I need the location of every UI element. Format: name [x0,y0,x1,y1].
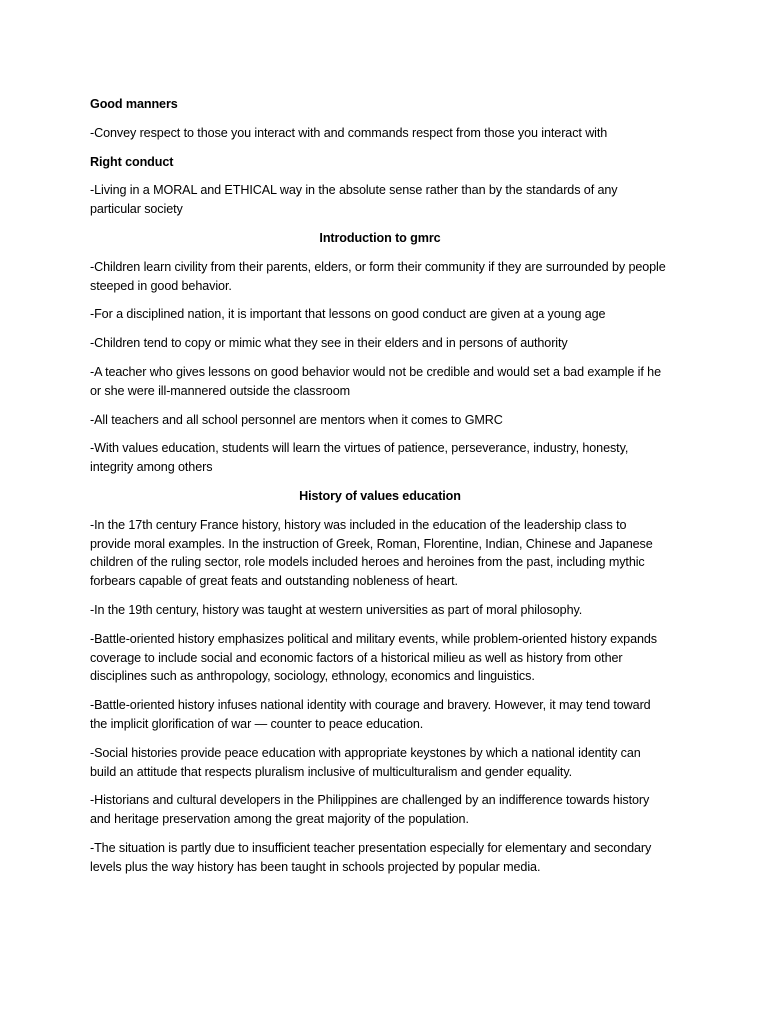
paragraph-good-manners-definition: -Convey respect to those you interact with and commands respect from those you interact with [90,125,608,140]
paragraph-battle-vs-problem-oriented: -Battle-oriented history emphasizes political and military events, while problem-oriented history expands coverage to include social and economic factors of a historical milieu as well as history from other disciplines such as anthropology, sociology, ethnology, economics and linguistics. [90,631,657,684]
paragraph-values-education-virtues: -With values education, students will learn the virtues of patience, perseverance, industry, honesty, integrity among others [90,441,629,475]
paragraph-children-copy: -Children tend to copy or mimic what they see in their elders and in persons of authority [90,336,568,351]
paragraph-19th-century: -In the 19th century, history was taught at western universities as part of moral philosophy. [90,602,583,617]
heading-right-conduct: Right conduct [90,154,174,169]
paragraph-teachers-mentors: -All teachers and all school personnel are mentors when it comes to GMRC [90,412,503,427]
heading-introduction-to-gmrc: Introduction to gmrc [319,230,441,245]
paragraph-children-learn-civility: -Children learn civility from their parents, elders, or form their community if they are surrounded by people steeped in good behavior. [90,259,666,293]
paragraph-right-conduct-definition: -Living in a MORAL and ETHICAL way in the absolute sense rather than by the standards of any particular society [90,183,618,217]
heading-history-of-values-education: History of values education [299,488,461,503]
paragraph-insufficient-teacher-presentation: -The situation is partly due to insufficient teacher presentation especially for elementary and secondary levels plus the way history has been taught in schools projected by popular media. [90,840,652,874]
paragraph-teacher-credibility: -A teacher who gives lessons on good behavior would not be credible and would set a bad example if he or she were ill-mannered outside the classroom [90,364,661,398]
paragraph-17th-century: -In the 17th century France history, history was included in the education of the leadership class to provide moral examples. In the instruction of Greek, Roman, Florentine, Indian, Chinese and Japanese children of the ruling sector, role models included heroes and heroines from the past, including mythic forbears capable of great feats and outstanding nobleness of heart. [90,517,653,589]
heading-good-manners: Good manners [90,97,178,111]
paragraph-disciplined-nation: -For a disciplined nation, it is important that lessons on good conduct are given at a young age [90,307,606,322]
paragraph-historians-philippines: -Historians and cultural developers in the Philippines are challenged by an indifference towards history and heritage preservation among the great majority of the population. [90,793,650,827]
paragraph-battle-oriented-identity: -Battle-oriented history infuses national identity with courage and bravery. However, it may tend toward the implicit glorification of war — counter to peace education. [90,698,651,731]
paragraph-social-histories: -Social histories provide peace education with appropriate keystones by which a national identity can build an attitude that respects pluralism inclusive of multiculturalism and gender equality. [90,745,641,779]
